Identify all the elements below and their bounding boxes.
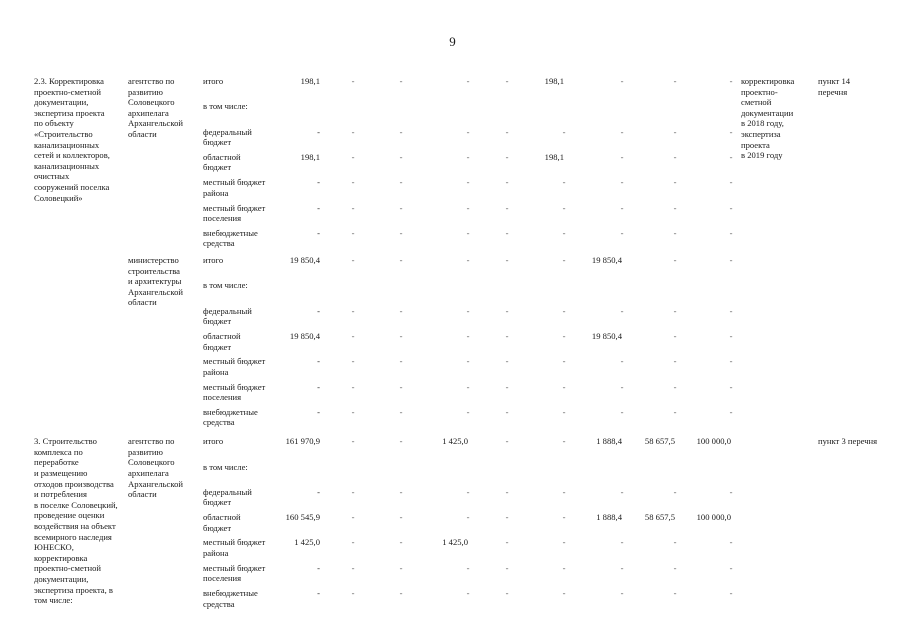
year-value: - [620,356,624,367]
source-label: федеральный бюджет [203,486,252,508]
source-label: местный бюджет поселения [203,562,266,584]
year-value: - [620,126,624,137]
year-value: 58 657,5 [644,512,675,523]
year-value: - [562,177,566,188]
row-total: - [317,406,320,417]
year-value: - [505,305,509,316]
year-value: - [673,537,677,548]
year-value: - [399,356,403,367]
row-total: - [317,227,320,238]
year-value: - [620,177,624,188]
year-value: - [351,227,355,238]
source-label: в том числе: [203,101,248,112]
item-description: 3. Строительство комплекса по переработке и размещению отходов производства и потребления в поселке Соловецкий, проведение оценки воздействия на объект всемирного наследия ЮНЕСКО, корректировка проектно-сметной документации, экспертиза проекта, в том числе: [34,436,118,606]
source-label: итого [203,255,224,266]
year-value: - [505,356,509,367]
year-value: - [399,406,403,417]
year-value: - [505,255,509,266]
year-value: - [505,177,509,188]
row-total: - [317,126,320,137]
year-value: - [673,331,677,341]
item-description: 2.3. Корректировка проектно-сметной документации, экспертиза проекта по объекту «Строительство канализационных сетей и коллекторов, канализационных очистных сооружений поселка Соловецкий» [34,76,110,203]
source-label: внебюджетные средства [203,406,258,428]
year-value: - [729,126,733,137]
year-value: - [620,406,624,417]
year-value: - [620,151,624,162]
row-total: - [317,356,320,367]
year-value: - [562,381,566,392]
source-label: областной бюджет [203,151,241,173]
year-value: - [466,305,470,316]
year-value: - [351,305,355,316]
source-label: местный бюджет поселения [203,202,266,224]
year-value: - [466,356,470,367]
year-value: - [505,381,509,392]
year-value: - [351,177,355,188]
year-value: - [351,202,355,213]
year-value: - [729,255,733,266]
year-value: - [620,562,624,573]
year-value: - [351,537,355,548]
year-value: - [673,202,677,213]
year-value: - [729,227,733,238]
year-value: - [466,512,470,523]
year-value: - [729,76,733,86]
year-value: - [562,356,566,367]
year-value: - [399,177,403,188]
year-value: - [351,381,355,392]
year-value: - [399,126,403,137]
year-value: - [673,406,677,417]
year-value: - [562,305,566,316]
year-value: - [620,537,624,548]
year-value: - [351,356,355,367]
year-value: - [466,406,470,417]
year-value: - [729,406,733,417]
year-value: - [620,588,624,598]
source-label: в том числе: [203,461,248,472]
year-value: - [351,331,355,341]
year-value: - [562,331,566,341]
row-total: - [317,177,320,188]
year-value: - [562,486,566,497]
year-value: - [673,227,677,238]
year-value: - [466,227,470,238]
year-value: 19 850,4 [591,331,622,341]
reference-text: пункт 14 перечня [818,76,851,97]
year-value: - [351,76,355,86]
year-value: - [562,537,566,548]
year-value: - [399,76,403,86]
source-label: итого [203,76,224,86]
year-value: - [466,331,470,341]
year-value: - [505,331,509,341]
row-total: - [317,486,320,497]
year-value: - [673,76,677,86]
row-total: - [317,562,320,573]
year-value: - [351,255,355,266]
source-label: областной бюджет [203,512,241,533]
year-value: - [505,126,509,137]
year-value: - [729,356,733,367]
year-value: - [562,512,566,523]
row-total: - [317,202,320,213]
year-value: 19 850,4 [591,255,622,266]
executor-name: агентство по развитию Соловецкого архипелага Архангельской области [128,76,183,139]
year-value: - [505,486,509,497]
year-value: - [729,331,733,341]
year-value: - [505,406,509,417]
year-value: - [620,76,624,86]
year-value: - [351,126,355,137]
year-value: - [466,562,470,573]
year-value: - [399,202,403,213]
year-value: - [399,331,403,341]
year-value: - [505,227,509,238]
budget-table [0,76,905,636]
row-total: 19 850,4 [289,331,320,341]
executor-name: министерство строительства и архитектуры Архангельской области [128,255,183,308]
row-total: 161 970,9 [285,436,320,447]
row-total: - [317,588,320,598]
year-value: - [673,151,677,162]
source-label: внебюджетные средства [203,227,258,249]
row-total: 198,1 [300,76,320,86]
year-value: - [505,537,509,548]
year-value: - [466,486,470,497]
year-value: - [466,202,470,213]
year-value: - [620,486,624,497]
year-value: 100 000,0 [696,512,731,523]
year-value: - [673,126,677,137]
year-value: - [505,512,509,523]
year-value: - [562,588,566,598]
year-value: - [729,177,733,188]
source-label: внебюджетные средства [203,588,258,609]
year-value: - [505,76,509,86]
year-value: - [466,76,470,86]
row-total: 198,1 [300,151,320,162]
year-value: - [620,227,624,238]
source-label: итого [203,436,224,447]
year-value: - [466,381,470,392]
source-label: местный бюджет района [203,537,266,558]
year-value: 100 000,0 [696,436,731,447]
year-value: - [562,255,566,266]
year-value: 1 888,4 [596,512,622,523]
year-value: - [399,151,403,162]
year-value: - [505,436,509,447]
source-label: местный бюджет района [203,177,266,198]
executor-name: агентство по развитию Соловецкого архипелага Архангельской области [128,436,183,500]
year-value: - [729,562,733,573]
year-value: - [620,381,624,392]
year-value: - [729,151,733,162]
row-total: 1 425,0 [294,537,320,548]
reference-text: пункт 3 перечня [818,436,878,447]
year-value: - [505,202,509,213]
year-value: - [673,356,677,367]
year-value: - [562,202,566,213]
year-value: - [673,588,677,598]
year-value: - [562,227,566,238]
year-value: - [466,126,470,137]
year-value: - [729,202,733,213]
year-value: - [729,381,733,392]
year-value: - [399,537,403,548]
source-label: федеральный бюджет [203,305,252,327]
year-value: - [673,381,677,392]
year-value: - [673,305,677,316]
row-total: 19 850,4 [289,255,320,266]
year-value: - [351,588,355,598]
year-value: - [673,177,677,188]
page-number: 9 [449,34,456,49]
year-value: - [466,255,470,266]
source-label: областной бюджет [203,331,241,352]
year-value: - [399,255,403,266]
year-value: - [562,126,566,137]
year-value: - [399,512,403,523]
year-value: - [673,562,677,573]
year-value: - [673,255,677,266]
year-value: - [399,436,403,447]
year-value: - [399,588,403,598]
year-value: - [620,202,624,213]
source-label: в том числе: [203,280,248,291]
year-value: - [466,177,470,188]
year-value: - [466,151,470,162]
year-value: - [673,486,677,497]
year-value: - [729,305,733,316]
year-value: - [351,406,355,417]
result-description: корректировка проектно- сметной документации в 2018 году, экспертиза проекта в 2019 году [741,76,795,161]
row-total: - [317,305,320,316]
year-value: - [562,562,566,573]
year-value: 1 425,0 [442,537,468,548]
year-value: 1 425,0 [442,436,468,447]
year-value: 198,1 [544,76,564,86]
year-value: - [399,227,403,238]
year-value: - [505,151,509,162]
source-label: местный бюджет района [203,356,266,377]
year-value: - [351,151,355,162]
year-value: - [505,588,509,598]
year-value: - [562,406,566,417]
year-value: - [399,486,403,497]
year-value: - [505,562,509,573]
year-value: - [351,562,355,573]
year-value: 198,1 [544,151,564,162]
year-value: - [351,486,355,497]
row-total: 160 545,9 [285,512,320,523]
year-value: - [399,305,403,316]
source-label: местный бюджет поселения [203,381,266,403]
year-value: 1 888,4 [596,436,622,447]
row-total: - [317,381,320,392]
year-value: - [729,588,733,598]
year-value: - [466,588,470,598]
year-value: - [351,436,355,447]
year-value: 58 657,5 [644,436,675,447]
year-value: - [562,436,566,447]
year-value: - [351,512,355,523]
year-value: - [399,562,403,573]
year-value: - [729,486,733,497]
year-value: - [620,305,624,316]
year-value: - [399,381,403,392]
source-label: федеральный бюджет [203,126,252,148]
year-value: - [729,537,733,548]
